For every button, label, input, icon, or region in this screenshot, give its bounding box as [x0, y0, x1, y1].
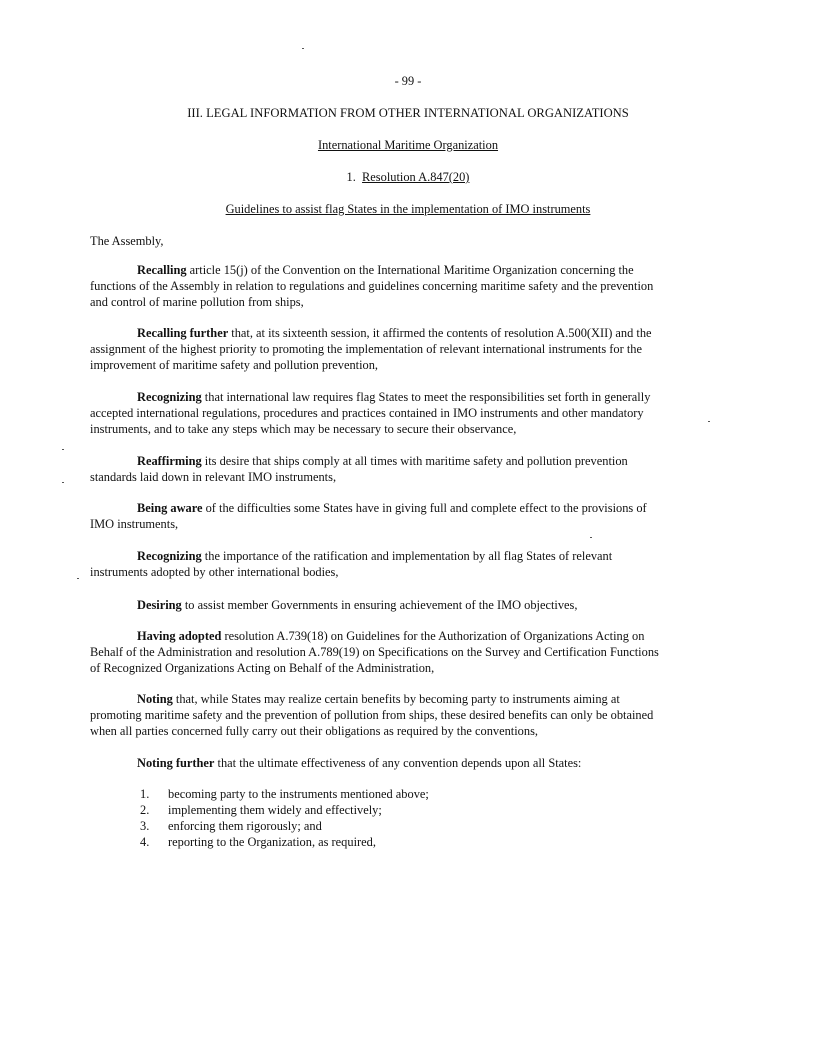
scan-speck: [77, 578, 79, 579]
list-item: [140, 834, 590, 850]
paragraph-line: Recalling article 15(j) of the Convention on the International Maritime Organization concerning the: [137, 263, 634, 277]
paragraph-keyword: Desiring: [137, 598, 182, 612]
paragraph-line: and control of marine pollution from ships,: [90, 295, 304, 309]
paragraph-keyword: Reaffirming: [137, 454, 202, 468]
preamble-paragraph: [90, 597, 705, 613]
paragraph-keyword: Being aware: [137, 501, 203, 515]
scan-speck: [708, 421, 710, 422]
paragraph-keyword: Noting: [137, 692, 173, 706]
list-item-text: becoming party to the instruments mentioned above;: [168, 787, 429, 801]
paragraph-line: IMO instruments,: [90, 517, 179, 531]
paragraph-line: functions of the Assembly in relation to regulations and guidelines concerning maritime safety and the prevention: [90, 279, 654, 293]
paragraph-line: Behalf of the Administration and resolution A.789(19) on Specifications on the Survey and Certification Functions: [90, 645, 659, 659]
paragraph-line: instruments adopted by other international bodies,: [90, 565, 339, 579]
paragraph-line: Being aware of the difficulties some States have in giving full and complete effect to the provisions of: [137, 501, 647, 515]
paragraph-keyword: Recognizing: [137, 549, 202, 563]
list-item-number: 4.: [140, 835, 150, 849]
section-heading: III. LEGAL INFORMATION FROM OTHER INTERNATIONAL ORGANIZATIONS: [187, 106, 629, 120]
paragraph-line: Noting further that the ultimate effectiveness of any convention depends upon all States:: [137, 756, 582, 770]
preamble-paragraph: [90, 262, 705, 310]
paragraph-line: accepted international regulations, procedures and practices contained in IMO instruments and other mandatory: [90, 406, 644, 420]
list-item-text: reporting to the Organization, as required,: [168, 835, 376, 849]
paragraph-line: Recalling further that, at its sixteenth session, it affirmed the contents of resolution A.500(XII) and the: [137, 326, 652, 340]
paragraph-line: Having adopted resolution A.739(18) on Guidelines for the Authorization of Organizations Acting on: [137, 629, 645, 643]
scan-speck: [62, 482, 64, 483]
resolution-number: 1.: [346, 170, 356, 184]
preamble-paragraph: [90, 325, 705, 373]
preamble-paragraph: [90, 500, 705, 532]
paragraph-line: when all parties concerned fully carry out their obligations as required by the conventions,: [90, 724, 538, 738]
paragraph-keyword: Having adopted: [137, 629, 222, 643]
list-item-number: 1.: [140, 787, 150, 801]
opening-line: The Assembly,: [90, 234, 164, 248]
paragraph-keyword: Recalling: [137, 263, 187, 277]
list-item: [140, 786, 590, 802]
scan-speck: [302, 48, 304, 49]
preamble-paragraph: [90, 453, 705, 485]
paragraph-line: improvement of maritime safety and pollution prevention,: [90, 358, 379, 372]
preamble-paragraph: [90, 628, 705, 676]
organization-title: International Maritime Organization: [317, 138, 499, 152]
list-item: [140, 802, 590, 818]
list-item: [140, 818, 590, 834]
paragraph-keyword: Noting further: [137, 756, 215, 770]
paragraph-line: Noting that, while States may realize certain benefits by becoming party to instruments aiming at: [137, 692, 620, 706]
preamble-paragraph: [90, 389, 705, 437]
paragraph-line: Recognizing that international law requires flag States to meet the responsibilities set forth in generally: [137, 390, 651, 404]
preamble-paragraph: [90, 691, 705, 739]
page-number: - 99 -: [394, 74, 422, 88]
list-item-number: 2.: [140, 803, 150, 817]
paragraph-line: Desiring to assist member Governments in ensuring achievement of the IMO objectives,: [137, 598, 578, 612]
numbered-list: [140, 786, 590, 850]
resolution-heading: [0, 169, 816, 185]
list-item-number: 3.: [140, 819, 150, 833]
paragraph-keyword: Recognizing: [137, 390, 202, 404]
paragraph-line: standards laid down in relevant IMO instruments,: [90, 470, 337, 484]
list-item-text: implementing them widely and effectively;: [168, 803, 382, 817]
paragraph-line: Reaffirming its desire that ships comply at all times with maritime safety and pollution prevention: [137, 454, 628, 468]
paragraph-line: assignment of the highest priority to promoting the implementation of relevant international instruments for the: [90, 342, 642, 356]
paragraph-line: of Recognized Organizations Acting on Behalf of the Administration,: [90, 661, 435, 675]
paragraph-keyword: Recalling further: [137, 326, 229, 340]
guidelines-title: Guidelines to assist flag States in the implementation of IMO instruments: [225, 202, 591, 216]
paragraph-line: Recognizing the importance of the ratification and implementation by all flag States of relevant: [137, 549, 613, 563]
scan-speck: [590, 537, 592, 538]
preamble-paragraph: [90, 548, 705, 580]
paragraph-line: promoting maritime safety and the prevention of pollution from ships, these desired benefits can only be obtained: [90, 708, 654, 722]
preamble-paragraph: [90, 755, 705, 771]
scan-speck: [62, 449, 64, 450]
resolution-title: Resolution A.847(20): [362, 170, 470, 184]
list-item-text: enforcing them rigorously; and: [168, 819, 322, 833]
paragraph-line: instruments, and to take any steps which may be necessary to secure their observance,: [90, 422, 517, 436]
